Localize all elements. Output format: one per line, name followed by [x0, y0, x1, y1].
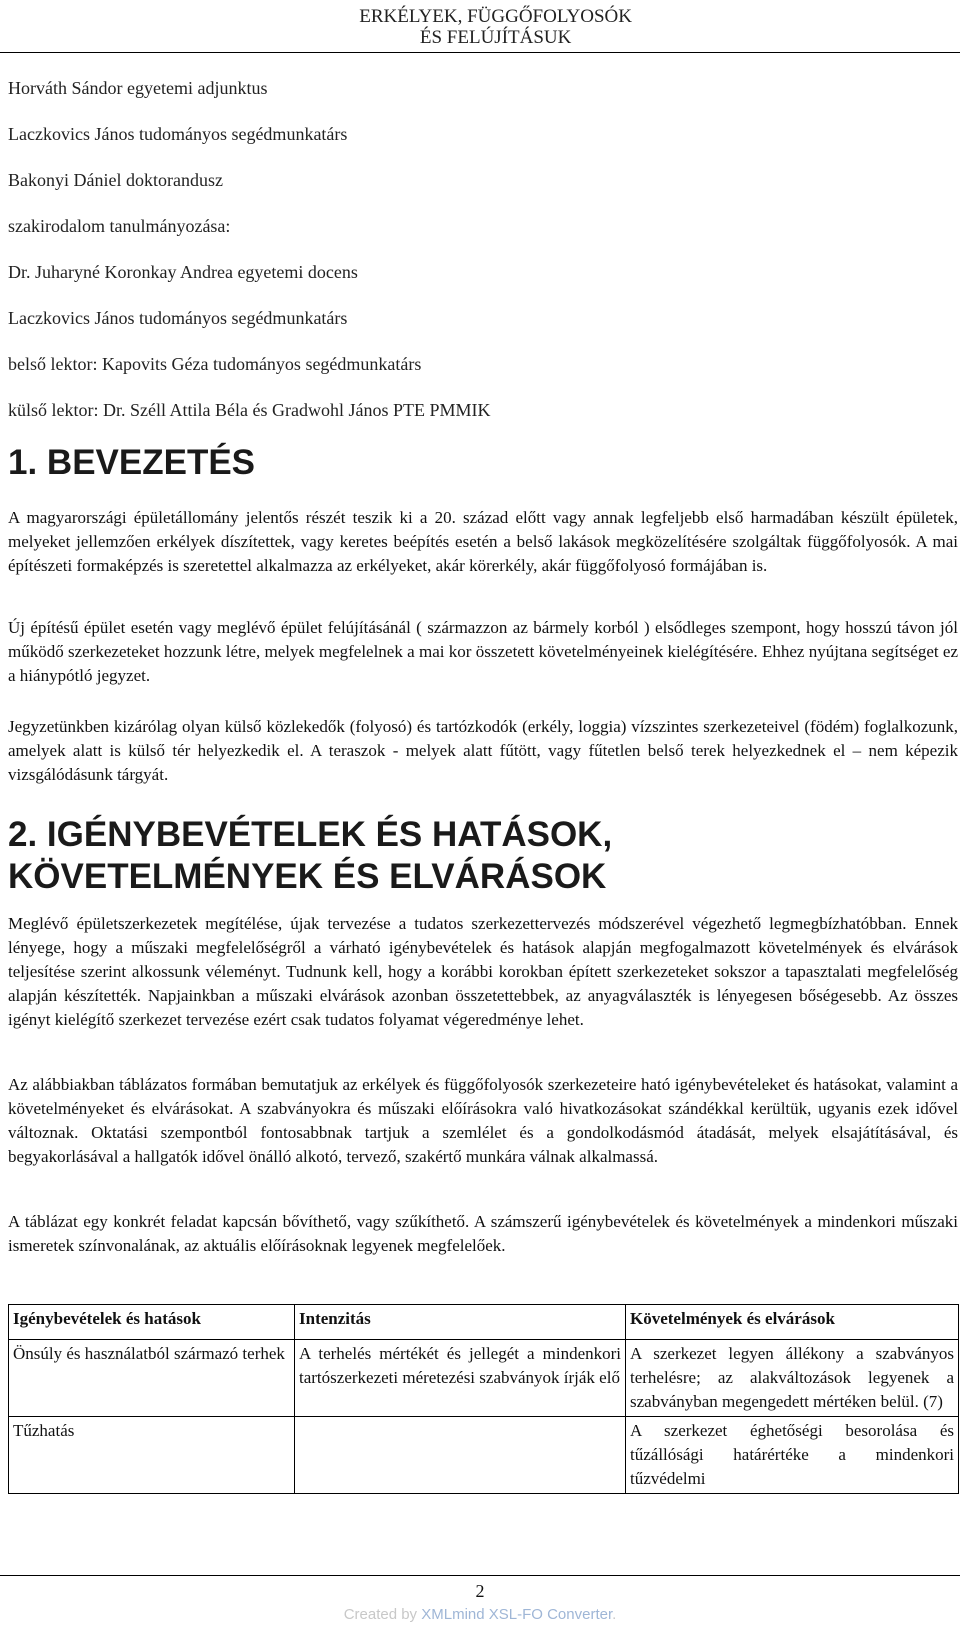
section-2-heading — [8, 814, 612, 898]
column-header: Követelmények és elvárások — [626, 1305, 959, 1340]
running-title-line-1: ERKÉLYEK, FÜGGŐFOLYOSÓK — [359, 6, 632, 27]
author-line: Bakonyi Dániel doktorandusz — [8, 170, 223, 190]
table-cell: Önsúly és használatból származó terhek — [9, 1340, 295, 1417]
column-header: Intenzitás — [295, 1305, 626, 1340]
section-2-heading-line-2: KÖVETELMÉNYEK ÉS ELVÁRÁSOK — [8, 857, 607, 896]
section-1-heading: 1. BEVEZETÉS — [8, 443, 256, 482]
table-cell: A szerkezet legyen állékony a szabványos terhelésre; az alakváltozások legyenek a szabványban megengedett mértéken belül. (7) — [626, 1340, 959, 1417]
author-line: belső lektor: Kapovits Géza tudományos segédmunkatárs — [8, 354, 422, 374]
table-row — [9, 1417, 959, 1494]
section-1-paragraph-1: A magyarországi épületállomány jelentős részét teszik ki a 20. század előtt vagy annak legfeljebb első harmadában készült épületek, melyeket jellemzően erkélyek díszítettek, vagy keretes beépítés esetén a belső lakások megközelítésére szolgáltak függőfolyosók. A mai építészeti formaképzés is szeretettel alkalmazza az erkélyeket, akár körerkély, akár függőfolyosó formájában is. — [8, 508, 958, 575]
author-line: szakirodalom tanulmányozása: — [8, 216, 231, 236]
column-header: Igénybevételek és hatások — [9, 1305, 295, 1340]
section-2-paragraph-1: Meglévő épületszerkezetek megítélése, újak tervezése a tudatos szerkezettervezés módszerével végezhető legmegbízhatóbban. Ennek lényege, hogy a műszaki megfelelőségről a várható igénybevételek és hatások alapján megfogalmazott követelmények és elvárások teljesítése szerint alkossunk véleményt. Tudnunk kell, hogy a korábbi korokban épített szerkezeteket sokszor a tapasztalati megfelelőség alapján készítették. Napjainkban a műszaki elvárások azonban összetettebbek, az anyagválaszték is lényegesen bőségesebb. Az összes igényt kielégítő szerkezet tervezése ezért csak tudatos folyamat végeredménye lehet. — [8, 914, 958, 1029]
author-line: Laczkovics János tudományos segédmunkatárs — [8, 124, 348, 144]
page-number: 2 — [475, 1581, 485, 1601]
credit-prefix: Created by — [343, 1606, 422, 1623]
table-cell — [295, 1417, 626, 1494]
requirements-table — [8, 1304, 959, 1494]
author-line: Laczkovics János tudományos segédmunkatárs — [8, 308, 348, 328]
generator-credit — [0, 1606, 960, 1623]
section-2-heading-line-1: 2. IGÉNYBEVÉTELEK ÉS HATÁSOK, — [8, 815, 613, 854]
section-2-paragraph-3: A táblázat egy konkrét feladat kapcsán bővíthető, vagy szűkíthető. A számszerű igénybevételek és követelmények a mindenkori műszaki ismeretek színvonalának, az aktuális előírásoknak legyenek megfelelőek. — [8, 1212, 958, 1255]
section-1-paragraph-3: Jegyzetünkben kizárólag olyan külső közlekedők (folyosó) és tartózkodók (erkély, loggia) vízszintes szerkezeteivel (födém) foglalkozunk, amelyek alatt is külső tér helyezkedik el. A teraszok - melyek alatt fűtött, vagy fűtetlen belső terek helyezkednek el – nem képezik vizsgálódásunk tárgyát. — [8, 717, 958, 784]
credit-suffix: . — [612, 1606, 617, 1623]
author-list — [8, 78, 490, 446]
page-header — [0, 0, 960, 53]
table-cell: A szerkezet éghetőségi besorolása és tűzállósági határértéke a mindenkori tűzvédelmi — [626, 1417, 959, 1494]
table-cell: A terhelés mértékét és jellegét a mindenkori tartószerkezeti méretezési szabványok írják elő — [295, 1340, 626, 1417]
footer-divider — [0, 1575, 960, 1576]
author-line: Horváth Sándor egyetemi adjunktus — [8, 78, 268, 98]
running-title-line-2: ÉS FELÚJÍTÁSUK — [419, 27, 572, 48]
author-line: Dr. Juharyné Koronkay Andrea egyetemi docens — [8, 262, 358, 282]
credit-brand: XMLmind XSL-FO Converter — [421, 1606, 613, 1623]
running-title — [359, 6, 632, 48]
author-line: külső lektor: Dr. Széll Attila Béla és Gradwohl János PTE PMMIK — [8, 400, 491, 420]
section-2-paragraph-2: Az alábbiakban táblázatos formában bemutatjuk az erkélyek és függőfolyosók szerkezeteire ható igénybevételeket és hatásokat, valamint a követelményeket és elvárásokat. A szabványokra és műszaki előírásokra való hivatkozásokat szándékkal kerültük, ugyanis ezek idővel változnak. Oktatási szempontból fontosabbnak tartjuk a szemlélet és a gondolkodásmód átadását, melyek elsajátításával, és begyakorlásával a hallgatók idővel önálló alkotó, tervező, szakértő munkára válnak alkalmassá. — [8, 1075, 958, 1166]
section-1-paragraph-2: Új építésű épület esetén vagy meglévő épület felújításánál ( származzon az bármely korból ) elsődleges szempont, hogy hosszú távon jól működő szerkezeteket hozzunk létre, melyek megfelelnek a mai kor összetett követelményeinek kielégítésére. Ehhez nyújtana segítséget ez a hiánypótló jegyzet. — [8, 618, 958, 685]
table-cell: Tűzhatás — [9, 1417, 295, 1494]
table-row — [9, 1340, 959, 1417]
table-header-row — [9, 1305, 959, 1340]
